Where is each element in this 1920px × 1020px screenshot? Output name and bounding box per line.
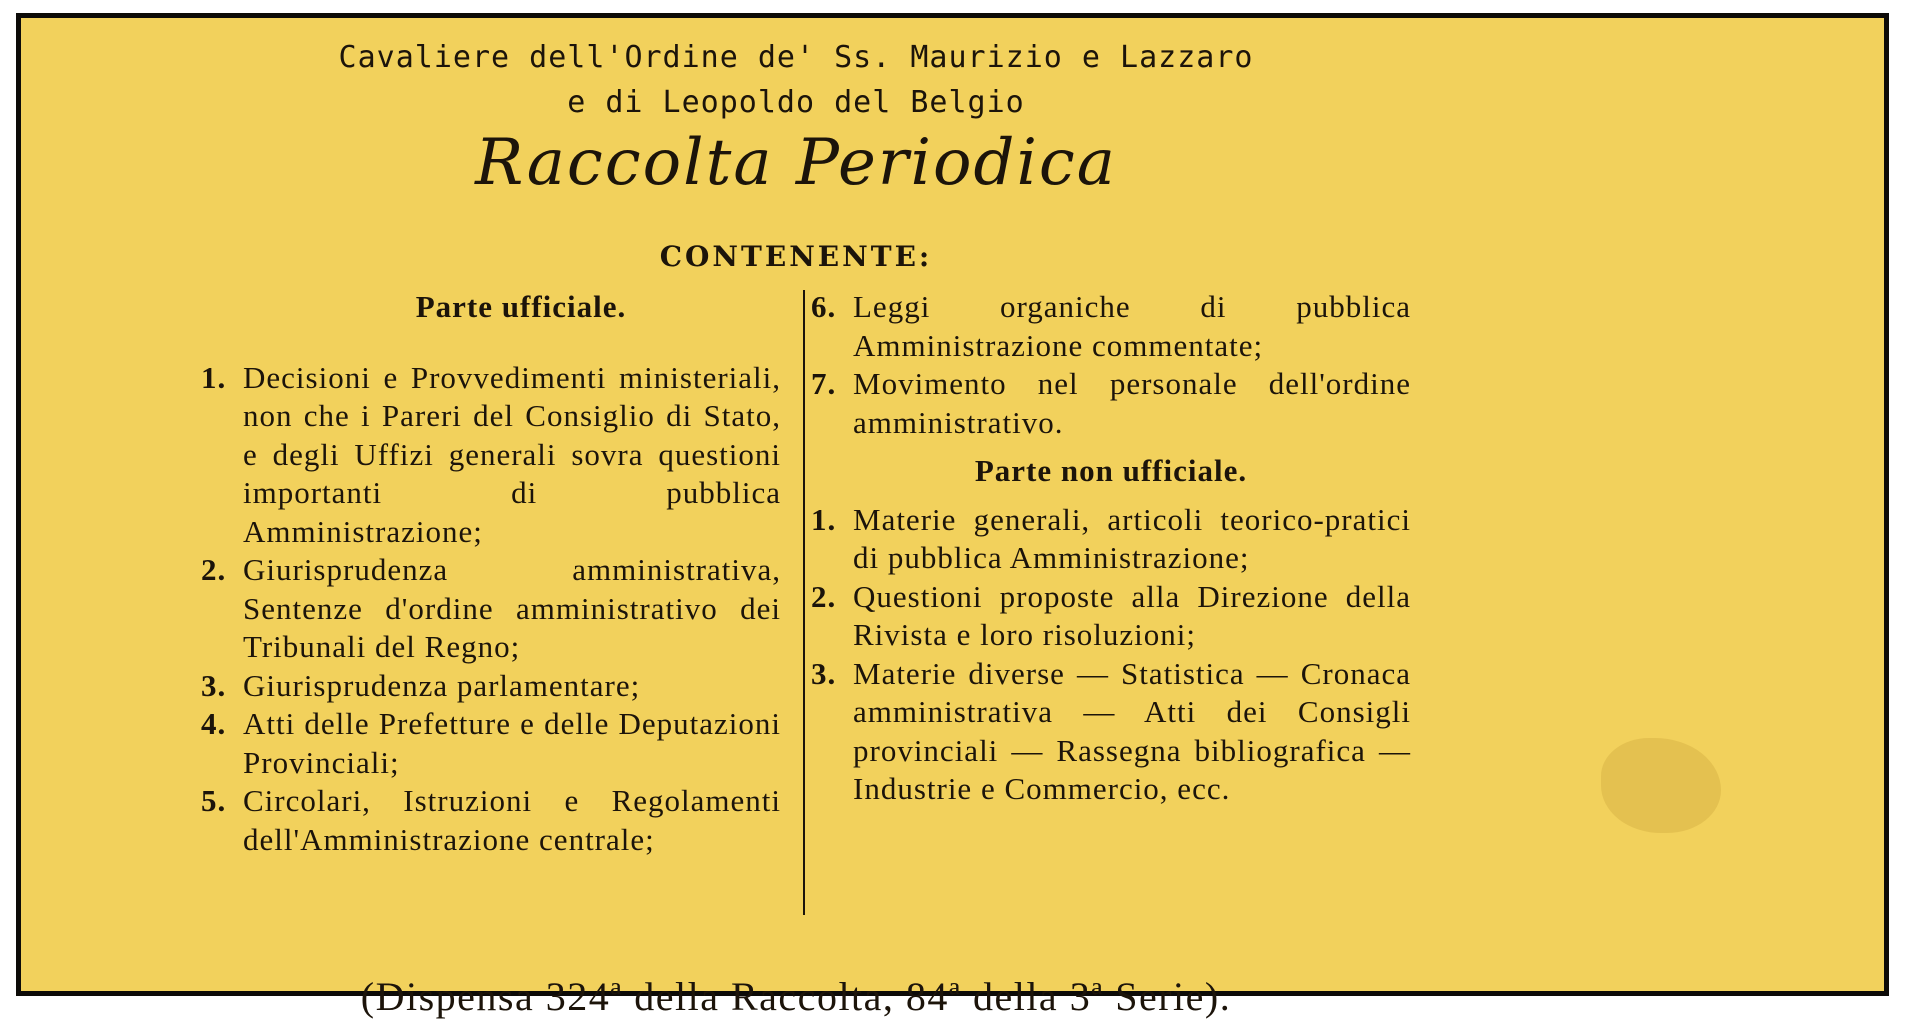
section-title-unofficial: Parte non ufficiale. — [974, 453, 1248, 488]
item-text: Giurisprudenza amministrativa, Sentenze d'ordine amministrativo dei Tribunali del Regno; — [243, 552, 781, 664]
item-text: Movimento nel personale dell'ordine amministrativo. — [853, 366, 1411, 440]
footer-note: (Dispensa 324ª della Raccolta, 84ª della 3ª Serie). — [360, 974, 1232, 1019]
list-item — [811, 288, 1411, 365]
header-line-2: e di Leopoldo del Belgio — [567, 85, 1025, 120]
item-number: 7. — [811, 366, 837, 401]
list-item — [811, 578, 1411, 655]
list-item — [201, 551, 781, 667]
list-item — [811, 501, 1411, 578]
item-number: 6. — [811, 289, 837, 324]
document-sheet — [16, 13, 1889, 1019]
item-number: 3. — [201, 667, 227, 703]
item-text: Decisioni e Provvedimenti ministeriali, non che i Pareri del Consiglio di Stato, e degli Uffizi generali sovra questioni importanti di pubblica Amministrazione; — [243, 359, 781, 549]
item-text: Questioni proposte alla Direzione della Rivista e loro risoluzioni; — [853, 578, 1411, 652]
column-divider — [803, 290, 805, 915]
item-text: Circolari, Istruzioni e Regolamenti dell'Amministrazione centrale; — [243, 783, 781, 857]
item-number: 2. — [811, 578, 837, 614]
list-item — [201, 782, 781, 859]
paper-stain — [1601, 738, 1721, 833]
section-title-official: Parte ufficiale. — [415, 289, 627, 324]
header-line-1: Cavaliere dell'Ordine de' Ss. Maurizio e Lazzaro — [338, 40, 1254, 75]
item-number: 1. — [201, 359, 227, 395]
item-text: Atti delle Prefetture e delle Deputazioni Provinciali; — [243, 706, 781, 780]
item-number: 2. — [201, 552, 227, 587]
list-item — [811, 365, 1411, 442]
item-number: 1. — [811, 501, 837, 537]
item-text: Giurisprudenza parlamentare; — [243, 667, 641, 703]
item-text: Materie diverse — Statistica — Cronaca amministrativa — Atti dei Consigli provinciali — Rassegna bibliografica — Industrie e Commercio, ecc. — [853, 655, 1411, 806]
list-item — [201, 705, 781, 782]
list-item — [201, 667, 781, 706]
item-text: Leggi organiche di pubblica Amministrazione commentate; — [853, 289, 1411, 363]
item-number: 5. — [201, 783, 227, 818]
left-column — [201, 288, 781, 859]
right-column — [811, 288, 1411, 809]
list-item — [201, 359, 781, 552]
item-text: Materie generali, articoli teorico-pratici di pubblica Amministrazione; — [853, 501, 1411, 575]
document-title: Raccolta Periodica — [475, 126, 1117, 200]
document-subtitle: CONTENENTE: — [659, 240, 933, 273]
item-number: 3. — [811, 655, 837, 691]
list-item — [811, 655, 1411, 809]
item-number: 4. — [201, 706, 227, 741]
